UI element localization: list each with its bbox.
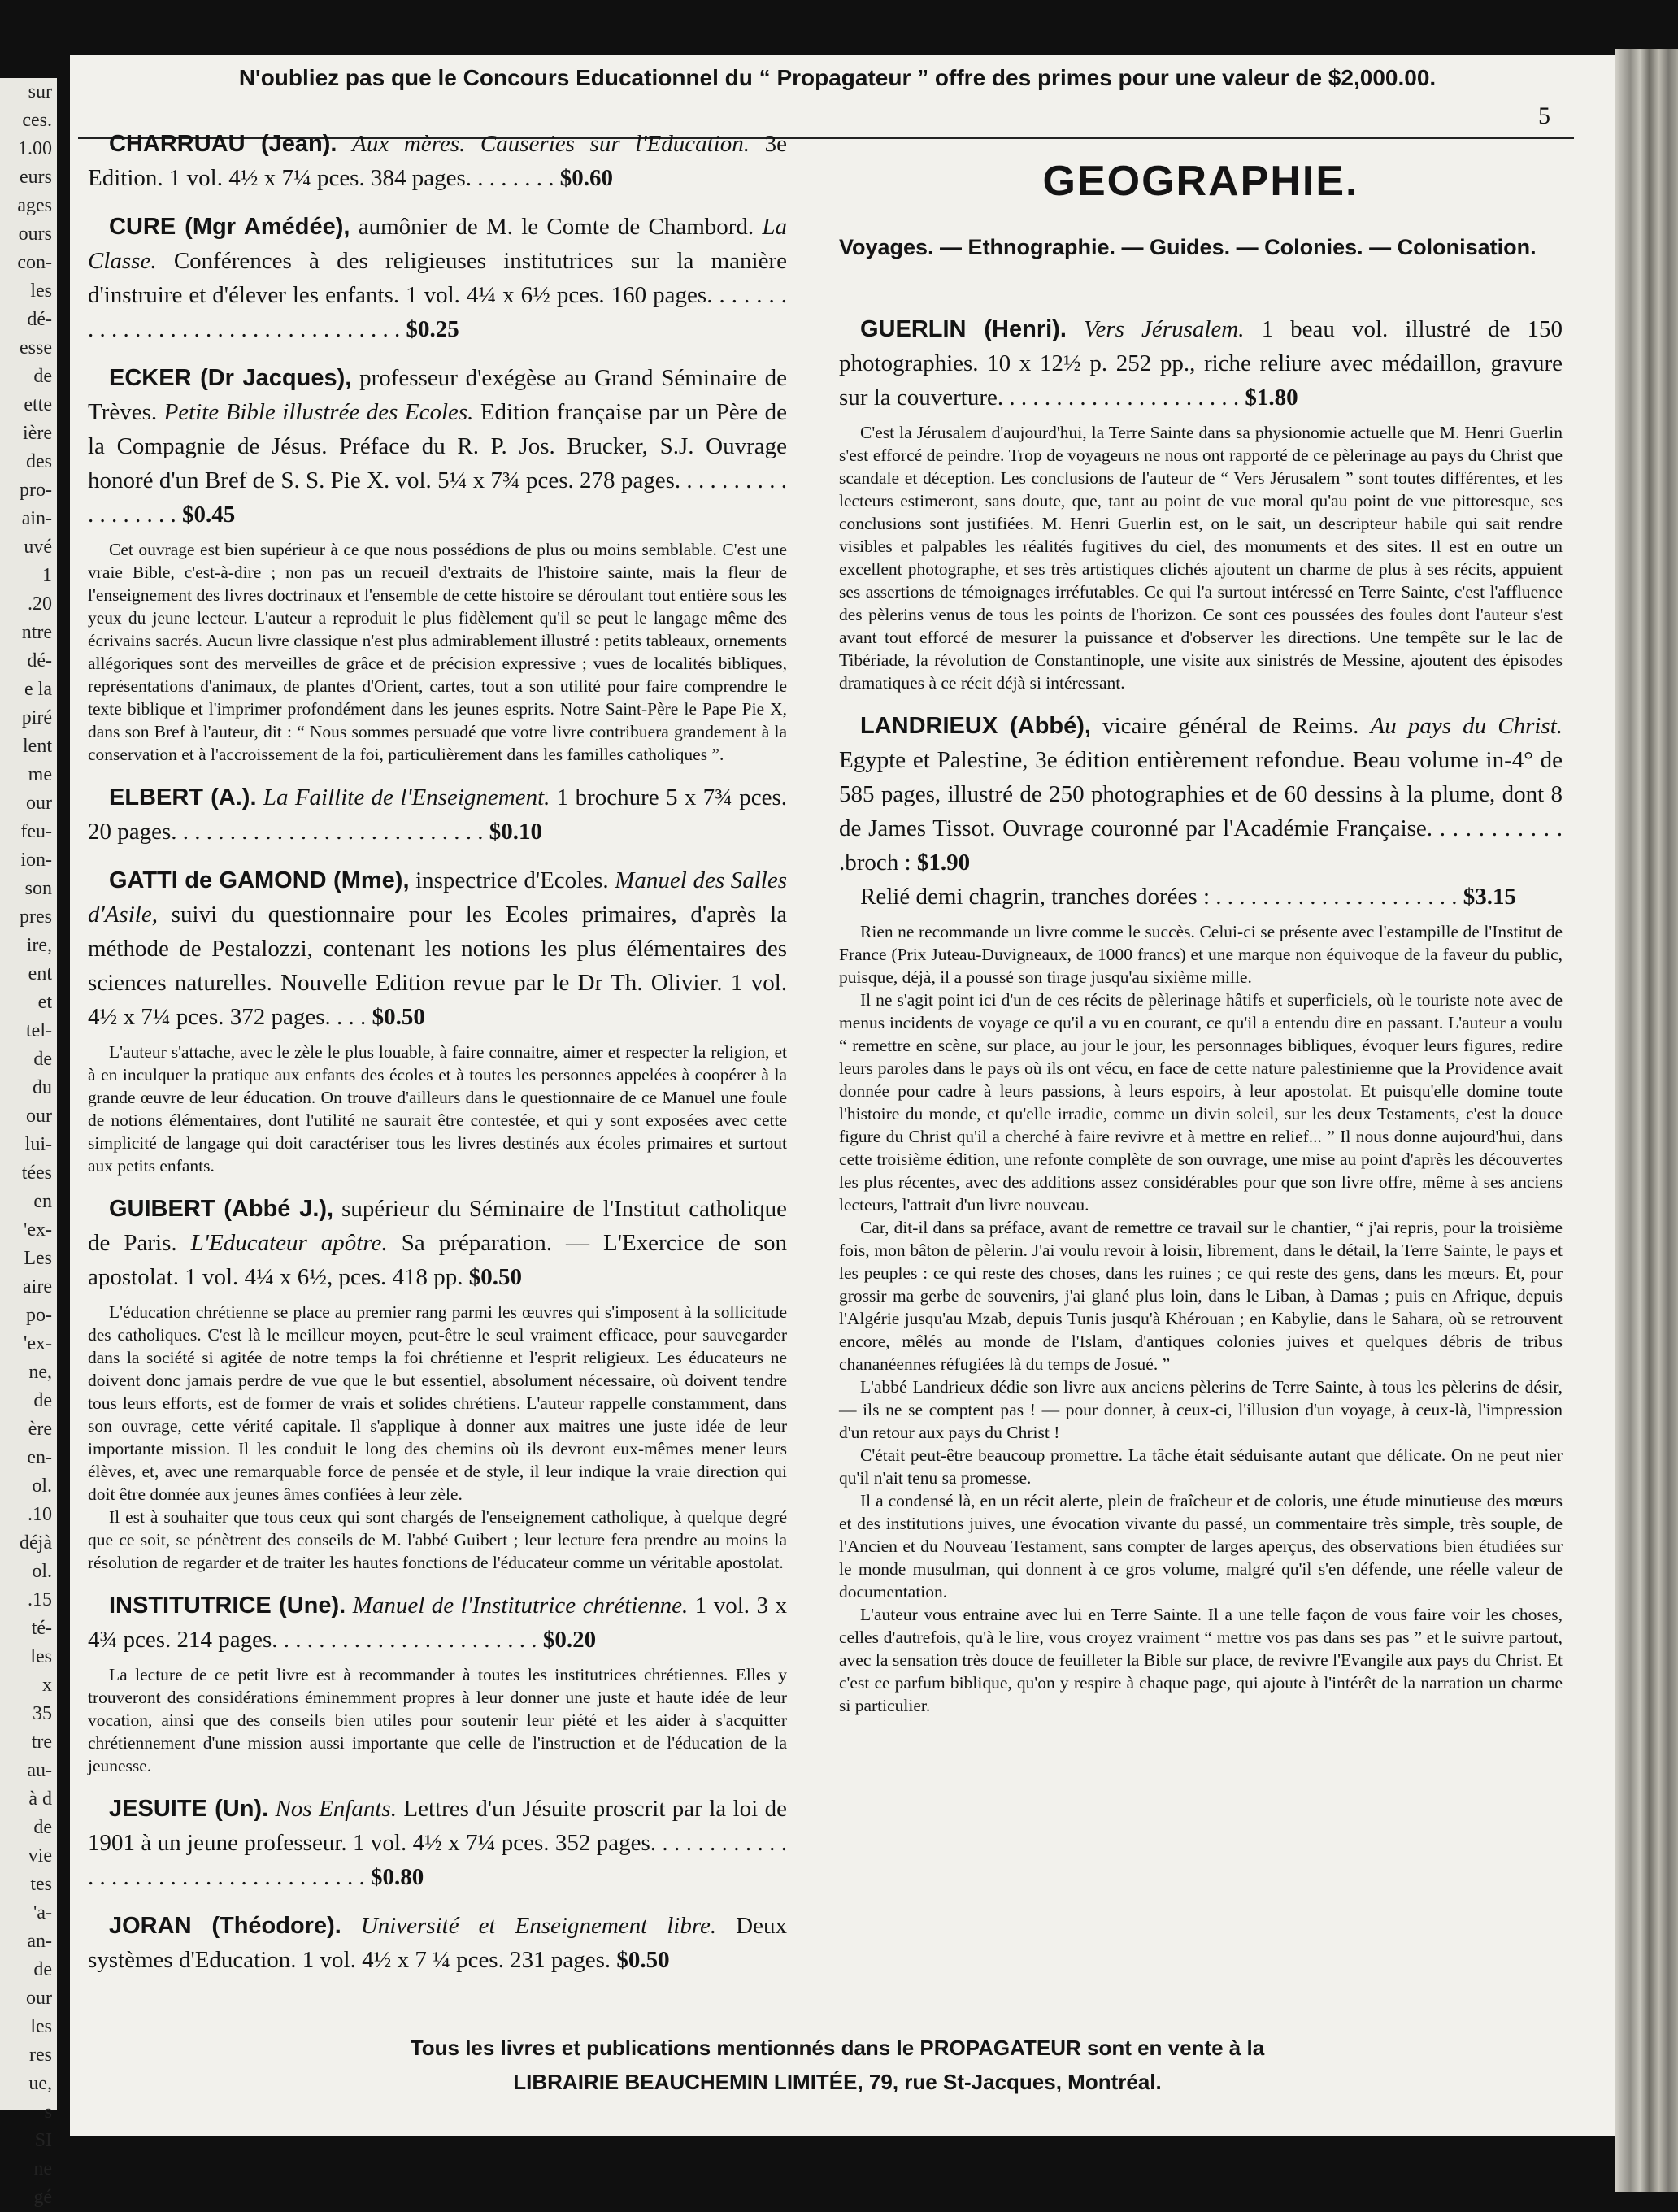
margin-fragment: ain- [21,508,52,529]
margin-fragment: de [33,1390,52,1411]
margin-fragment: de [33,1817,52,1838]
entry-description: professeur d'exégèse au Grand Séminaire de Trèves. [88,365,787,425]
entry-details: Edition française par un Père de la Compagnie de Jésus. Préface du R. P. Jos. Brucker, S.J. Ouvrage honoré d'un Bref de S. S. Pie X. vol. 5¼ x 7¾ pces. 278 pages. . . . . . . . . . . . . . . . . . [88,399,787,528]
margin-fragment: ol. [32,1475,52,1497]
margin-fragment: pro- [20,480,52,501]
section-title: GEOGRAPHIE. [1042,158,1359,205]
entry-citation [839,709,1563,880]
margin-fragment: eurs [20,167,52,188]
margin-fragment: 'a- [33,1902,52,1923]
review-paragraph: Cet ouvrage est bien supérieur à ce que nous possédions de plus ou moins semblable. C'est une vraie Bible, c'est-à-dire ; non pas un recueil d'extraits de l'histoire sainte, mais la fleur de l'enseignement des livres doctrinaux et l'ensemble de cette histoire se déroulant tout entière sous les yeux du jeune lecteur. L'auteur a reproduit le plus fidèlement qu'il se peut le langage même des écrivains sacrés. Aucun livre classique n'est plus admirablement illustré : petits tableaux, ornements allégoriques sont des merveilles de grâce et de précision expressive ; vues de localités bibliques, représentations d'animaux, de plantes d'Orient, cartes, tout a son utilité pour faire comprendre le texte biblique et l'imprimer profondément dans les jeunes esprits. Notre Saint-Père le Pape Pie X, dans son Bref à l'auteur, dit : “ Nous sommes persuadé que votre livre contribuera grandement à la conservation et à l'accroissement de la foi, particulièrement dans les familles catholiques ”. [88,540,787,764]
review-paragraph: Rien ne recommande un livre comme le succès. Celui-ci se présente avec l'estampille de l'Institut de France (Prix Juteau-Duvigneaux, de 1000 francs) et une marque non équivoque de la faveur du public, puisque, déjà, il a poussé son tirage jusqu'au sixième mille. [839,922,1563,987]
margin-fragment: les [30,2016,52,2037]
entry-price: $0.25 [406,316,459,342]
book-entry [88,863,787,1177]
entry-title: Manuel de l'Institutrice chrétienne. [352,1593,689,1619]
entry-title: Au pays du Christ. [1370,713,1563,739]
entry-title: Manuel des Salles d'Asile, [88,867,788,928]
book-entry [88,1792,787,1894]
entry-author: GUIBERT (Abbé J.), [109,1196,334,1222]
margin-fragment: lui- [24,1134,52,1155]
entry-alt-price: $3.15 [1463,884,1517,910]
review-paragraph: C'était peut-être beaucoup promettre. La tâche était séduisante autant que délicate. On ne peut nier qu'il n'ait tenu sa promesse. [839,1445,1563,1488]
entry-citation [88,1909,787,1977]
review-paragraph: L'éducation chrétienne se place au premier rang parmi les œuvres qui s'imposent à la sollicitude des catholiques. C'est là le meilleur moyen, peut-être le seul vraiment efficace, pour sauvegarder dans la société si agitée de notre temps la foi chrétienne et l'esprit religieux. Les éducateurs ne doivent donc jamais perdre de vue que le but essentiel, absolument nécessaire, où doivent tendre tous leurs efforts, est de former de vrais et solides chrétiens. L'auteur rappelle constamment, dans son ouvrage, cette vérité capitale. Il s'applique à donner aux maitres une juste idée de leur importante mission. Il les conduit le long des chemins où ils devront eux-mêmes mener leurs élèves, et, avec une remarquable force de pensée et de style, il leur indique la vraie direction qui doit être donnée aux jeunes âmes confiées à leur zèle. [88,1302,787,1504]
margin-fragment: 'ex- [24,1333,52,1354]
entry-description: inspectrice d'Ecoles. [415,867,609,893]
book-edge [1615,49,1678,2192]
entry-author: CHARRUAU (Jean). [109,131,337,157]
margin-fragment: à d [28,1788,52,1810]
entry-author: GUERLIN (Henri). [860,316,1067,342]
book-entry [88,210,787,346]
margin-fragment: lent [23,736,52,757]
margin-fragment: our [26,1106,52,1127]
margin-fragment: ntre [21,622,52,643]
entry-review [88,538,787,766]
margin-fragment: son [24,878,52,899]
entry-details: Lettres d'un Jésuite proscrit par la loi de 1901 à un jeune professeur. 1 vol. 4½ x 7¼ pces. 352 pages. . . . . . . . . . . . . . . . . . . . . . . . . . . . . . . . . . . . [88,1796,788,1890]
margin-fragment: dé- [27,650,52,671]
review-paragraph: L'auteur s'attache, avec le zèle le plus louable, à faire connaitre, aimer et respecter la religion, et à en inculquer la pratique aux enfants des écoles et à toutes les personnes appelées à coopérer à la grande œuvre de leur éducation. On trouve d'ailleurs dans le questionnaire de ce Manuel une foule de notions élémentaires, dont l'utilité ne saurait être contestée, et qui y sont exposées avec cette simplicité de langage qui doit caractériser tous les livres destinés aux écoles primaires et surtout aux petits enfants. [88,1042,787,1176]
entry-details: Conférences à des religieuses institutrices sur la manière d'instruire et d'élever les enfants. 1 vol. 4¼ x 6½ pces. 160 pages. . . . . . . . . . . . . . . . . . . . . . . . . . . . . . . . . . [88,248,787,342]
margin-fragment: an- [27,1931,52,1952]
entry-title: Petite Bible illustrée des Ecoles. [163,399,474,425]
margin-fragment: du [33,1077,52,1098]
margin-fragment: les [30,1646,52,1667]
book-entry [88,1192,787,1574]
margin-fragment: res [29,2045,52,2066]
margin-fragment: x [42,1675,52,1696]
entry-title: Nos Enfants. [275,1796,397,1822]
book-entry [839,709,1563,1717]
entry-citation [88,1588,787,1657]
entry-details: Egypte et Palestine, 3e édition entièrement refondue. Beau volume in-4° de 585 pages, illustré de 250 photographies et de 60 dessins à la plume, dont 8 de James Tissot. Ouvrage couronné par l'Académie Française. . . . . . . . . . . .broch : [839,747,1563,876]
margin-fragment: piré [21,707,52,728]
section-subheading: Voyages. — Ethnographie. — Guides. — Colonies. — Colonisation. [839,235,1537,259]
margin-fragment: ire, [26,935,52,956]
entry-citation [839,312,1563,415]
entry-price: $1.90 [916,850,971,876]
margin-fragment: ière [23,423,52,444]
footer-line-2: LIBRAIRIE BEAUCHEMIN LIMITÉE, 79, rue St-Jacques, Montréal. [513,2070,1162,2094]
margin-fragment: des [26,451,52,472]
entry-price: $0.80 [371,1864,424,1890]
entry-details: 3e Edition. 1 vol. 4½ x 7¼ pces. 384 pages. . . . . . . . [88,131,787,191]
entry-alt-price-line [839,880,1563,914]
entry-title: L'Educateur apôtre. [190,1230,388,1256]
margin-fragment: de [33,1049,52,1070]
review-paragraph: L'abbé Landrieux dédie son livre aux anciens pèlerins de Terre Sainte, à tous les pèlerins de désir, — ils ne se comptent pas ! — pour donner, à ceux-ci, l'illusion d'un voyage, à ceux-là, l'impression d'un retour aux pays du Christ ! [839,1377,1563,1442]
entry-details: 1 beau vol. illustré de 150 photographies. 10 x 12½ p. 252 pp., riche reliure avec médaillon, gravure sur la couverture. . . . . . . . . . . . . . . . . . . . . [839,316,1563,411]
margin-fragment: con- [17,252,52,273]
entry-price: $0.50 [616,1947,670,1973]
entry-author: INSTITUTRICE (Une). [109,1593,346,1619]
margin-fragment: ol. [32,1561,52,1582]
facing-page-margin [0,78,57,2208]
entry-title: Vers Jérusalem. [1084,316,1245,342]
page-header-banner: N'oubliez pas que le Concours Educationnel du “ Propagateur ” offre des primes pour une valeur de $2,000.00. [238,65,1437,90]
margin-fragment: 'ex- [24,1219,52,1241]
entry-details: Sa préparation. — L'Exercice de son apostolat. 1 vol. 4¼ x 6½, pces. 418 pp. [88,1230,788,1290]
entry-author: JESUITE (Un). [109,1796,269,1822]
entry-citation [88,1792,787,1894]
entry-author: LANDRIEUX (Abbé), [860,713,1091,739]
margin-fragment: de [33,1959,52,1980]
margin-fragment: ne [33,2158,52,2179]
review-paragraph: Il a condensé là, en un récit alerte, plein de fraîcheur et de coloris, une étude minutieuse des mœurs et des institutions juives, une évocation vivante du passé, un commentaire très simple, très souple, de l'Ancien et du Nouveau Testament, sans compter de larges aperçus, des observations bien étudiées sur le monde musulman, qui donnent à ce gros volume, malgré qu'il s'en défende, une réelle valeur de documentation. [839,1491,1563,1601]
entry-citation [88,1192,787,1294]
review-paragraph: Il ne s'agit point ici d'un de ces récits de pèlerinage hâtifs et superficiels, où le touriste note avec de menus incidents de voyage ce qu'il a vu en courant, ce qu'il a entendu dire en passant. L'auteur a voulu “ remettre en scène, sur place, au jour le jour, les personnages bibliques, évoquer leurs figures, redire leurs paroles dans le pays où ils ont vécu, en face de cette nature palestinienne que la Providence avait donnée pour cadre à leurs passions, à leurs espoirs, à leur apostolat. Et puisqu'elle domine toute l'histoire du monde, et qu'elle irradie, comme un divin soleil, sur les deux Testaments, c'est la douce figure du Christ qu'il a cherché à faire revivre et à mettre en relief... ” Il nous donne aujourd'hui, dans cette troisième édition, une refonte complète de son ouvrage, une mise au point d'après les découvertes les plus récentes, avec des additions assez considérables pour que son livre offre, même à ses anciens lecteurs, l'attrait d'un livre nouveau. [839,990,1563,1215]
entry-author: CURE (Mgr Amédée), [109,214,350,240]
margin-fragment: our [26,1988,52,2009]
margin-fragment: SI [34,2130,52,2151]
review-paragraph: Il est à souhaiter que tous ceux qui sont chargés de l'enseignement catholique, à quelque degré que ce soit, se pénètrent des conseils de M. l'abbé Guibert ; leur lecture fera prendre au moins la résolution de regarder et de traiter les hautes fonctions de l'éducateur comme un véritable apostolat. [88,1507,787,1572]
review-paragraph: La lecture de ce petit livre est à recommander à toutes les institutrices chrétiennes. Elles y trouveront des considérations éminemment propres à leur donner une juste et haute idée de leur vocation, ainsi que des conseils bien utiles pour soutenir leur piété et les aider à s'acquitter chrétiennement d'une mission aussi importante que celle de l'instruction et de l'éducation de la jeunesse. [88,1665,787,1775]
margin-fragment: gé [33,2187,52,2208]
margin-fragment: tées [21,1162,52,1184]
book-entry [88,361,787,766]
margin-fragment: les [30,280,52,302]
entry-details: 1 brochure 5 x 7¾ pces. 20 pages. . . . . . . . . . . . . . . . . . . . . . . . . . . [88,784,788,845]
footer-line-1: Tous les livres et publications mentionnés dans le PROPAGATEUR sont en vente à la [410,2036,1265,2060]
margin-fragment: et [37,992,52,1013]
book-entry [88,1909,787,1977]
entry-review [88,1663,787,1777]
margin-fragment: feu- [20,821,52,842]
margin-fragment: dé- [27,309,52,330]
margin-fragment: tel- [26,1020,52,1041]
entry-citation [88,780,787,849]
entry-description: aumônier de M. le Comte de Chambord. [358,214,754,240]
margin-fragment: ion- [20,850,52,871]
margin-fragment: en [33,1191,52,1212]
entry-review [88,1301,787,1574]
entry-citation [88,210,787,346]
margin-fragment: ces. [22,110,52,131]
entry-review [839,421,1563,694]
margin-fragment: de [33,366,52,387]
entry-price: $0.20 [542,1627,597,1653]
margin-fragment: 1.00 [18,138,52,159]
margin-fragment: 35 [33,1703,52,1724]
entry-title: Université et Enseignement libre. [360,1913,717,1939]
entry-citation [88,863,787,1034]
margin-fragment: en- [27,1447,52,1468]
book-entry [839,312,1563,694]
page-number: 5 [1538,102,1550,129]
review-paragraph: Car, dit-il dans sa préface, avant de remettre ce travail sur le chantier, “ j'ai repris, pour la troisième fois, mon bâton de pèlerin. J'ai voulu revoir à loisir, librement, dans le détail, la Terre Sainte, le pays et les peuples : ce qui reste des choses, dans les ruines ; ce qui reste des gens, dans les mœurs. Et, pour grossir ma gerbe de souvenirs, j'ai glané plus loin, dans le Liban, à Damas ; puis en Afrique, depuis l'Algérie jusqu'au Mzab, depuis Tunis jusqu'à Khérouan ; en Kabylie, dans le Sahara, où se retrouvent encore, mêlés au monde de l'Islam, d'antiques colonies juives et quelques débris de tribus chananéennes réfugiées là du temps de Josué. ” [839,1218,1563,1374]
entry-details: Deux systèmes d'Education. 1 vol. 4½ x 7 ¼ pces. 231 pages. [88,1913,787,1973]
margin-fragment: au- [27,1760,52,1781]
margin-fragment: sur [28,81,52,102]
entry-author: JORAN (Théodore). [109,1913,341,1939]
margin-fragment: ent [28,963,52,984]
right-column [839,127,1563,1732]
margin-fragment: .20 [28,593,52,615]
entry-description: supérieur du Séminaire de l'Institut catholique de Paris. [88,1196,787,1256]
book-entry [88,127,787,195]
entry-price: $0.45 [182,502,236,528]
margin-fragment: po- [26,1305,52,1326]
entry-title: La Faillite de l'Enseignement. [263,784,550,810]
entry-details: 1 vol. 3 x 4¾ pces. 214 pages. . . . . . . . . . . . . . . . . . . . . . . [88,1593,787,1653]
margin-fragment: ours [18,224,52,245]
margin-fragment: uvé [24,537,52,558]
margin-fragment: ne, [28,1362,52,1383]
entry-author: ELBERT (A.). [109,784,257,810]
page-footer [163,2031,1512,2099]
entry-price: $0.10 [489,819,543,845]
margin-fragment: tre [31,1732,52,1753]
entry-details: suivi du questionnaire pour les Ecoles primaires, d'après la méthode de Pestalozzi, contenant les notions les plus élémentaires des sciences naturelles. Nouvelle Edition revue par le Dr Th. Olivier. 1 vol. 4½ x 7¼ pces. 372 pages. . . . [88,902,788,1030]
entry-title: Aux mères. Causeries sur l'Education. [352,131,750,157]
margin-fragment: vie [28,1845,52,1867]
entry-review [88,1041,787,1177]
margin-fragment: Les [24,1248,52,1269]
margin-fragment: ère [28,1419,52,1440]
review-paragraph: L'auteur vous entraine avec lui en Terre Sainte. Il a une telle façon de vous faire voir les choses, celles d'autrefois, qu'à le lire, vous croyez vraiment “ mettre vos pas dans ses pas ” et le suivre partout, avec la sensation très douce de feuilleter la Bible sur place, de revivre l'Evangile aux pays du Christ. Et c'est ce parfum biblique, qu'on y respire à chaque page, qui ajoute à l'intérêt de la narration un charme si particulier. [839,1605,1563,1715]
margin-fragment: ages [17,195,52,216]
entry-price: $1.80 [1245,385,1298,411]
margin-fragment: our [26,793,52,814]
margin-fragment: esse [20,337,52,359]
margin-fragment: .15 [28,1589,52,1610]
margin-fragment: tes [30,1874,52,1895]
entry-price: $0.50 [468,1264,523,1290]
margin-fragment: ette [24,394,52,415]
margin-fragment: ue, [28,2073,52,2094]
margin-fragment: té- [31,1618,52,1639]
margin-fragment: aire [23,1276,52,1297]
margin-fragment: e la [24,679,52,700]
geography-entries [839,312,1563,1717]
entry-title: La Classe. [88,214,788,274]
book-entry [88,1588,787,1777]
entry-author: GATTI de GAMOND (Mme), [109,867,410,893]
entry-price: $0.60 [559,165,614,191]
margin-fragment: me [28,764,52,785]
entry-citation [88,127,787,195]
entry-price: $0.50 [372,1004,425,1030]
entry-alt-price-label: Relié demi chagrin, tranches dorées : . . . . . . . . . . . . . . . . . . . . . [860,884,1458,910]
left-column [88,127,787,1992]
entry-citation [88,361,787,532]
margin-fragment: .10 [28,1504,52,1525]
margin-fragment: s [44,2101,52,2123]
entry-review [839,920,1563,1717]
book-entry [88,780,787,849]
review-paragraph: C'est la Jérusalem d'aujourd'hui, la Terre Sainte dans sa physionomie actuelle que M. Henri Guerlin s'est efforcé de peindre. Trop de voyageurs ne nous ont rapporté de ce pèlerinage au pays du Christ que scandale et déception. Les conclusions de l'auteur de “ Vers Jérusalem ” sont toutes différentes, et les lecteurs estimeront, sans doute, que, tant au point de vue moral qu'au point de vue pittoresque, ses conclusions sont justifiées. M. Henri Guerlin est, on le sait, un descripteur habile qui sait rendre visibles et palpables les réalités fugitives du ciel, des monuments et des sites. Il est en outre un excellent photographe, et ses très artistiques clichés ajoutent un charme de plus à ses récits, appuient ses assertions de témoignages irréfutables. Ce qui l'a surtout intéressé en Terre Sainte, c'est l'affluence des pèlerins venus de tous les points de l'horizon. Ce sont ces poussées des foules dont l'auteur s'est avant tout efforcé de mesurer la puissance et d'observer les directions. Une tempête sur le lac de Tibériade, la révolution de Constantinople, une visite aux sinistrés de Messine, ajoutent des épisodes dramatiques à ce récit déjà si intéressant. [839,423,1563,693]
entry-description: vicaire général de Reims. [1102,713,1359,739]
margin-fragment: pres [20,906,52,928]
entry-author: ECKER (Dr Jacques), [109,365,352,391]
margin-fragment: déjà [20,1532,52,1554]
margin-fragment: 1 [42,565,52,586]
